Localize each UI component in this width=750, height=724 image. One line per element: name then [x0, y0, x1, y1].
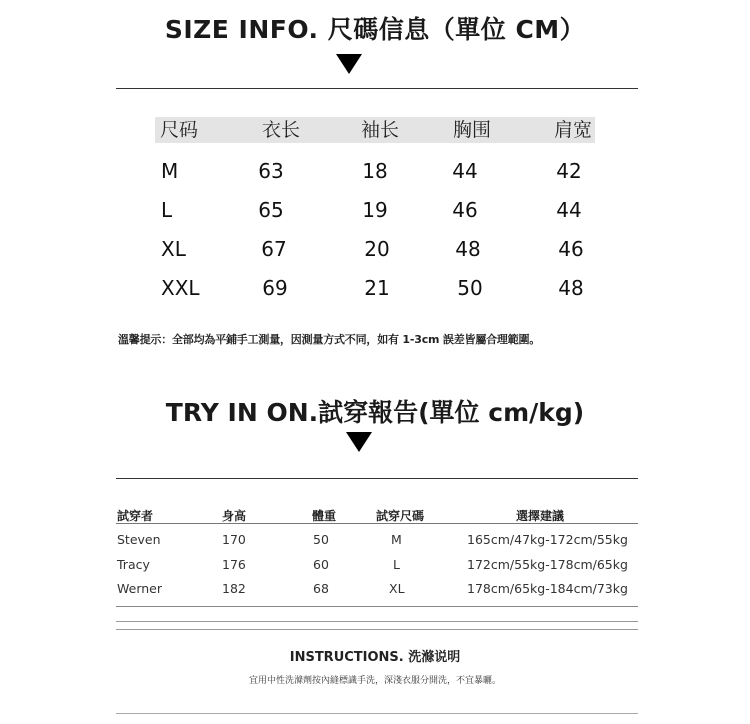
try-cell: 50	[313, 532, 329, 547]
size-cell: 20	[364, 237, 390, 261]
size-cell: 44	[452, 159, 478, 183]
divider	[116, 478, 638, 479]
divider	[116, 629, 638, 630]
try-cell: 165cm/47kg-172cm/55kg	[467, 532, 628, 547]
divider	[116, 713, 638, 714]
size-cell: 18	[362, 159, 388, 183]
size-cell: 44	[556, 198, 582, 222]
down-triangle-icon	[336, 54, 362, 74]
try-header-height: 身高	[222, 509, 247, 523]
try-cell: Steven	[117, 532, 161, 547]
size-cell: 21	[364, 276, 390, 300]
divider	[116, 523, 638, 524]
instructions-title: INSTRUCTIONS. 洗滌说明	[289, 650, 461, 665]
try-cell: 68	[313, 581, 329, 596]
divider	[116, 621, 638, 622]
divider	[116, 606, 638, 607]
size-cell: XL	[161, 237, 186, 261]
try-header-weight: 體重	[312, 509, 337, 523]
size-cell: 19	[362, 198, 388, 222]
divider	[116, 88, 638, 89]
try-cell: 60	[313, 557, 329, 572]
try-header-suggestion: 選擇建議	[516, 509, 565, 523]
try-cell: 176	[222, 557, 246, 572]
try-cell: Tracy	[117, 557, 150, 572]
size-cell: XXL	[161, 276, 200, 300]
try-cell: Werner	[117, 581, 162, 596]
size-info-title: SIZE INFO. 尺碼信息（單位 CM）	[164, 15, 586, 44]
size-cell: 42	[556, 159, 582, 183]
size-cell: 46	[558, 237, 584, 261]
size-header-size: 尺码	[160, 119, 199, 141]
instructions-text: 宜用中性洗滌劑按內縫標識手洗，深淺衣服分開洗，不宜暴曬。	[248, 676, 501, 686]
try-cell: L	[393, 557, 400, 572]
size-cell: 48	[558, 276, 584, 300]
try-cell: 170	[222, 532, 246, 547]
down-triangle-icon	[346, 432, 372, 452]
size-header-shoulder: 肩宽	[554, 119, 593, 141]
try-cell: 172cm/55kg-178cm/65kg	[467, 557, 628, 572]
size-cell: 67	[261, 237, 287, 261]
size-cell: L	[161, 198, 173, 222]
size-cell: 65	[258, 198, 284, 222]
try-cell: 182	[222, 581, 246, 596]
try-header-tester: 試穿者	[117, 509, 154, 523]
size-cell: 69	[262, 276, 288, 300]
size-cell: 48	[455, 237, 481, 261]
try-cell: XL	[389, 581, 405, 596]
try-header-size: 試穿尺碼	[376, 509, 425, 523]
try-cell: M	[391, 532, 402, 547]
size-cell: 50	[457, 276, 483, 300]
size-header-length: 衣长	[262, 119, 301, 141]
measurement-note: 溫馨提示：全部均為平鋪手工測量，因測量方式不同，如有 1-3cm 誤差皆屬合理範圍。	[118, 333, 541, 346]
size-cell: 63	[258, 159, 284, 183]
size-cell: M	[161, 159, 179, 183]
try-on-title: TRY IN ON.試穿報告(單位 cm/kg)	[165, 398, 585, 427]
size-cell: 46	[452, 198, 478, 222]
size-header-sleeve: 袖长	[361, 119, 400, 141]
try-cell: 178cm/65kg-184cm/73kg	[467, 581, 628, 596]
size-header-chest: 胸围	[453, 119, 492, 141]
